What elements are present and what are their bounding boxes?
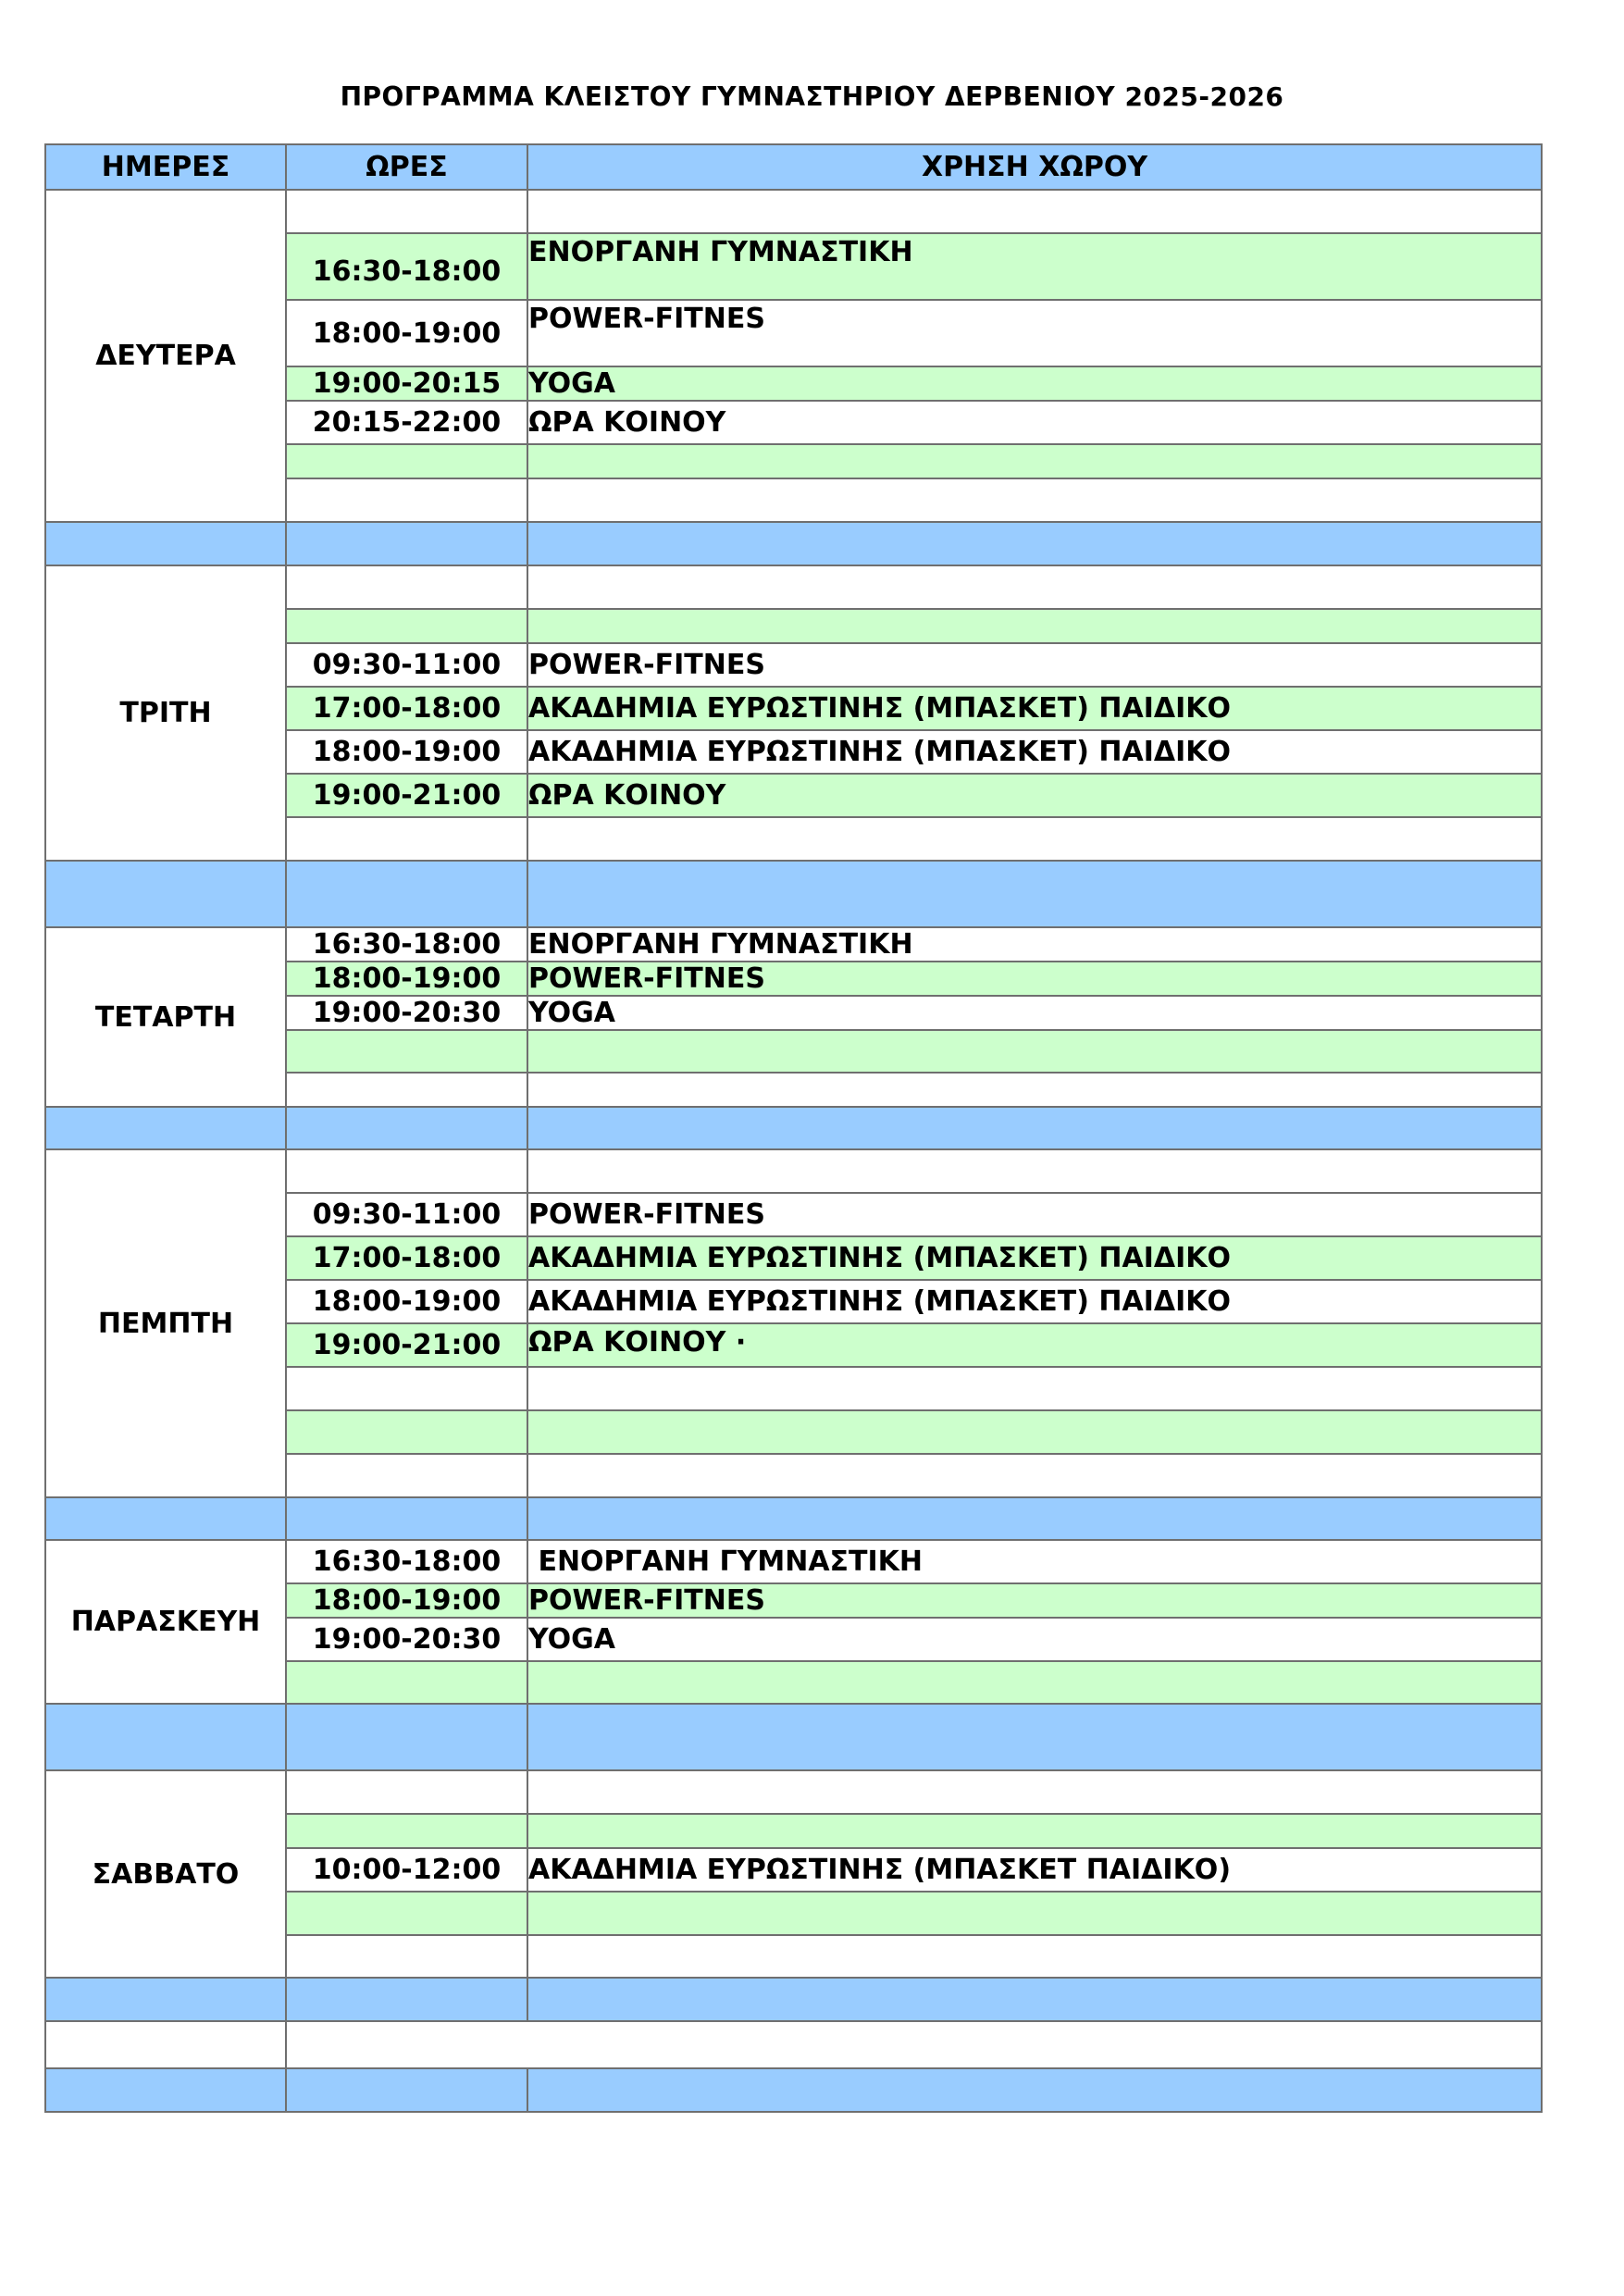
activity-cell xyxy=(527,565,1542,609)
separator-row xyxy=(45,1497,1542,1540)
activity-cell: ΩΡΑ ΚΟΙΝΟΥ xyxy=(527,401,1542,444)
time-cell: 19:00-20:30 xyxy=(286,996,527,1030)
table-row xyxy=(45,1770,1542,1814)
time-cell xyxy=(286,1410,527,1454)
header-row xyxy=(45,144,1542,190)
time-cell xyxy=(286,1073,527,1107)
time-cell: 09:30-11:00 xyxy=(286,1193,527,1236)
time-cell: 16:30-18:00 xyxy=(286,1540,527,1583)
time-cell: 19:00-21:00 xyxy=(286,774,527,817)
activity-cell xyxy=(527,1814,1542,1848)
activity-cell xyxy=(527,1367,1542,1410)
header-usage: ΧΡΗΣΗ ΧΩΡΟΥ xyxy=(527,144,1542,190)
activity-cell: ΑΚΑΔΗΜΙΑ ΕΥΡΩΣΤΙΝΗΣ (ΜΠΑΣΚΕΤ ΠΑΙΔΙΚΟ) xyxy=(527,1848,1542,1892)
activity-cell xyxy=(527,478,1542,522)
time-cell: 19:00-20:30 xyxy=(286,1618,527,1661)
activity-cell xyxy=(527,609,1542,643)
time-cell: 18:00-19:00 xyxy=(286,1583,527,1618)
activity-cell: YOGA xyxy=(527,1618,1542,1661)
activity-cell: YOGA xyxy=(527,996,1542,1030)
activity-cell: ΑΚΑΔΗΜΙΑ ΕΥΡΩΣΤΙΝΗΣ (ΜΠΑΣΚΕΤ) ΠΑΙΔΙΚΟ xyxy=(527,1236,1542,1280)
activity-cell: ΕΝΟΡΓΑΝΗ ΓΥΜΝΑΣΤΙΚΗ xyxy=(527,233,1542,300)
time-cell xyxy=(286,1149,527,1193)
time-cell xyxy=(286,565,527,609)
time-cell xyxy=(286,1814,527,1848)
activity-cell xyxy=(527,817,1542,861)
time-cell xyxy=(286,1661,527,1704)
day-tuesday: ΤΡΙΤΗ xyxy=(45,565,286,861)
time-cell: 16:30-18:00 xyxy=(286,233,527,300)
time-cell xyxy=(286,817,527,861)
activity-cell: ΕΝΟΡΓΑΝΗ ΓΥΜΝΑΣΤΙΚΗ xyxy=(527,1540,1542,1583)
day-wednesday: ΤΕΤΑΡΤΗ xyxy=(45,927,286,1107)
time-cell xyxy=(286,190,527,233)
activity-cell xyxy=(527,1149,1542,1193)
time-cell: 18:00-19:00 xyxy=(286,730,527,774)
activity-cell: POWER-FITNES xyxy=(527,1583,1542,1618)
day-thursday: ΠΕΜΠΤΗ xyxy=(45,1149,286,1497)
time-cell xyxy=(286,444,527,478)
activity-cell: ΑΚΑΔΗΜΙΑ ΕΥΡΩΣΤΙΝΗΣ (ΜΠΑΣΚΕΤ) ΠΑΙΔΙΚΟ xyxy=(527,1280,1542,1323)
activity-cell: POWER-FITNES xyxy=(527,643,1542,687)
table-row xyxy=(45,565,1542,609)
separator-row xyxy=(45,2068,1542,2112)
activity-cell xyxy=(527,1073,1542,1107)
time-cell: 17:00-18:00 xyxy=(286,687,527,730)
table-row xyxy=(45,927,1542,962)
time-cell: 18:00-19:00 xyxy=(286,300,527,366)
time-cell xyxy=(286,609,527,643)
activity-cell: ΩΡΑ ΚΟΙΝΟΥ · xyxy=(527,1323,1542,1367)
schedule-table xyxy=(44,143,1543,2113)
activity-cell xyxy=(527,1661,1542,1704)
time-cell xyxy=(286,1892,527,1935)
time-cell xyxy=(286,1935,527,1978)
time-cell: 10:00-12:00 xyxy=(286,1848,527,1892)
time-cell xyxy=(286,1770,527,1814)
activity-cell xyxy=(527,1892,1542,1935)
time-cell: 20:15-22:00 xyxy=(286,401,527,444)
activity-cell xyxy=(527,1410,1542,1454)
time-cell xyxy=(286,1454,527,1497)
time-cell xyxy=(286,478,527,522)
activity-cell xyxy=(527,190,1542,233)
table-row xyxy=(45,190,1542,233)
activity-cell: POWER-FITNES xyxy=(527,962,1542,996)
activity-cell: ΑΚΑΔΗΜΙΑ ΕΥΡΩΣΤΙΝΗΣ (ΜΠΑΣΚΕΤ) ΠΑΙΔΙΚΟ xyxy=(527,730,1542,774)
time-cell: 19:00-21:00 xyxy=(286,1323,527,1367)
activity-cell: POWER-FITNES xyxy=(527,300,1542,366)
time-cell: 19:00-20:15 xyxy=(286,366,527,401)
separator-row xyxy=(45,522,1542,565)
time-cell xyxy=(286,1367,527,1410)
time-cell xyxy=(286,1030,527,1073)
time-cell: 09:30-11:00 xyxy=(286,643,527,687)
table-row xyxy=(45,1149,1542,1193)
time-cell: 17:00-18:00 xyxy=(286,1236,527,1280)
activity-cell: ΕΝΟΡΓΑΝΗ ΓΥΜΝΑΣΤΙΚΗ xyxy=(527,927,1542,962)
time-cell: 18:00-19:00 xyxy=(286,962,527,996)
day-friday: ΠΑΡΑΣΚΕΥΗ xyxy=(45,1540,286,1704)
separator-row xyxy=(45,1704,1542,1770)
activity-cell xyxy=(527,1030,1542,1073)
time-cell: 16:30-18:00 xyxy=(286,927,527,962)
time-cell: 18:00-19:00 xyxy=(286,1280,527,1323)
activity-cell xyxy=(527,444,1542,478)
activity-cell xyxy=(527,1935,1542,1978)
page-title: ΠΡΟΓΡΑΜΜΑ ΚΛΕΙΣΤΟΥ ΓΥΜΝΑΣΤΗΡΙΟΥ ΔΕΡΒΕΝΙΟΥ 2025-2026 xyxy=(340,81,1284,112)
header-hours: ΩΡΕΣ xyxy=(286,144,527,190)
activity-cell xyxy=(527,1454,1542,1497)
activity-cell: ΩΡΑ ΚΟΙΝΟΥ xyxy=(527,774,1542,817)
activity-cell: POWER-FITNES xyxy=(527,1193,1542,1236)
separator-row xyxy=(45,1978,1542,2021)
day-saturday: ΣΑΒΒΑΤΟ xyxy=(45,1770,286,1978)
separator-row xyxy=(45,861,1542,927)
separator-row xyxy=(45,1107,1542,1149)
header-days: ΗΜΕΡΕΣ xyxy=(45,144,286,190)
day-monday: ΔΕΥΤΕΡΑ xyxy=(45,190,286,522)
activity-cell: YOGA xyxy=(527,366,1542,401)
activity-cell: ΑΚΑΔΗΜΙΑ ΕΥΡΩΣΤΙΝΗΣ (ΜΠΑΣΚΕΤ) ΠΑΙΔΙΚΟ xyxy=(527,687,1542,730)
activity-cell xyxy=(527,1770,1542,1814)
table-row xyxy=(45,2021,1542,2068)
table-row xyxy=(45,1540,1542,1583)
